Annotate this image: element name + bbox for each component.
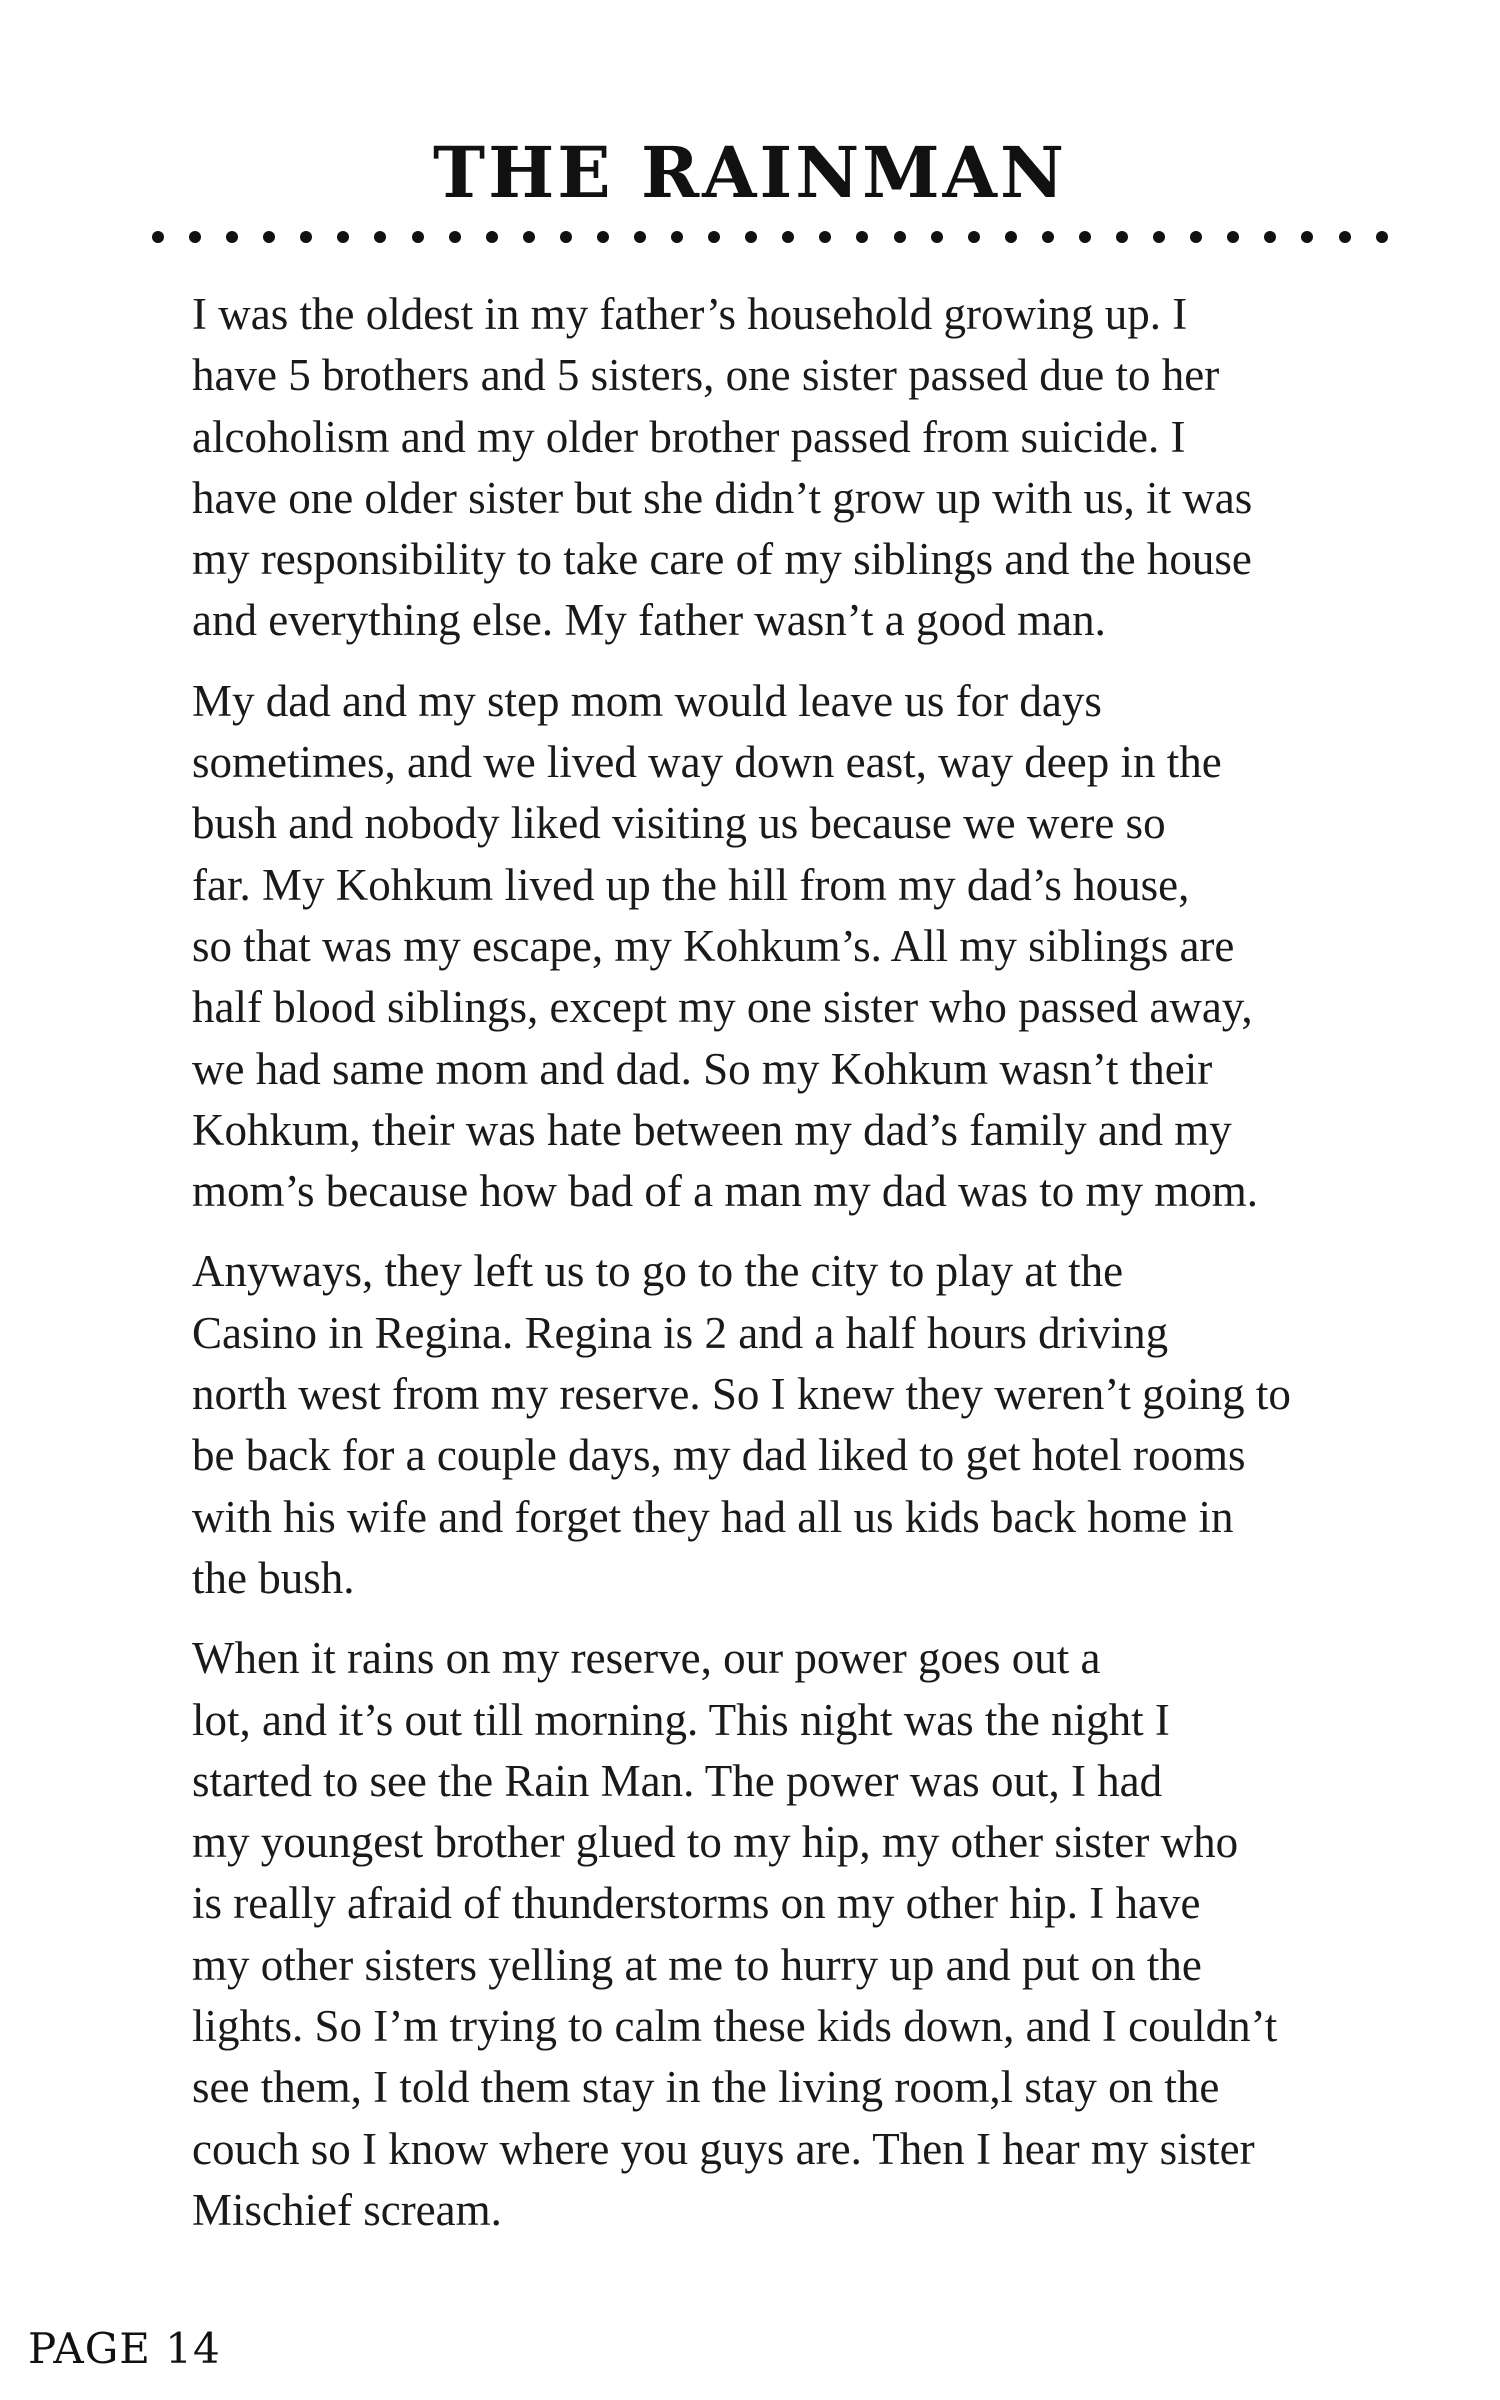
text-line: have one older sister but she didn’t grow up with us, it was <box>192 472 1253 523</box>
text-line: lot, and it’s out till morning. This night was the night I <box>192 1694 1170 1745</box>
divider-dot <box>1264 231 1276 243</box>
divider-dot <box>226 231 238 243</box>
divider-dot <box>745 231 757 243</box>
paragraph-1 <box>152 284 1402 652</box>
dotted-divider <box>152 222 1388 252</box>
text-line: is really afraid of thunderstorms on my other hip. I have <box>192 1878 1201 1929</box>
chapter-title: THE RAINMAN <box>433 131 1067 214</box>
divider-dot <box>374 231 386 243</box>
paragraph-4 <box>152 1628 1402 2241</box>
divider-dot <box>337 231 349 243</box>
divider-dot <box>1153 231 1165 243</box>
text-line: Anyways, they left us to go to the city to play at the <box>192 1246 1124 1297</box>
divider-dot <box>782 231 794 243</box>
divider-dot <box>856 231 868 243</box>
divider-dot <box>523 231 535 243</box>
text-line: be back for a couple days, my dad liked to get hotel rooms <box>192 1430 1246 1481</box>
text-line: When it rains on my reserve, our power goes out a <box>192 1633 1101 1684</box>
text-line: my other sisters yelling at me to hurry up and put on the <box>192 1939 1202 1990</box>
text-line: we had same mom and dad. So my Kohkum wasn’t their <box>192 1043 1213 1094</box>
page-number: PAGE 14 <box>28 2324 221 2373</box>
divider-dot <box>1301 231 1313 243</box>
text-line: started to see the Rain Man. The power was out, I had <box>192 1755 1163 1806</box>
story-body <box>152 284 1402 2260</box>
divider-dot <box>189 231 201 243</box>
divider-dot <box>634 231 646 243</box>
text-line: have 5 brothers and 5 sisters, one sister passed due to her <box>192 350 1220 401</box>
text-line: mom’s because how bad of a man my dad was to my mom. <box>192 1166 1259 1217</box>
divider-dot <box>931 231 943 243</box>
text-line: the bush. <box>192 1552 355 1603</box>
text-line: sometimes, and we lived way down east, way deep in the <box>192 737 1222 788</box>
divider-dot <box>152 231 164 243</box>
text-line: with his wife and forget they had all us kids back home in <box>192 1491 1234 1542</box>
text-line: bush and nobody liked visiting us because we were so <box>192 798 1166 849</box>
divider-dot <box>671 231 683 243</box>
divider-dot <box>1042 231 1054 243</box>
divider-dot <box>1005 231 1017 243</box>
text-line: alcoholism and my older brother passed from suicide. I <box>192 411 1186 462</box>
text-line: far. My Kohkum lived up the hill from my dad’s house, <box>192 859 1190 910</box>
text-line: my responsibility to take care of my siblings and the house <box>192 534 1252 585</box>
text-line: so that was my escape, my Kohkum’s. All my siblings are <box>192 920 1235 971</box>
text-line: I was the oldest in my father’s household growing up. I <box>192 289 1188 339</box>
text-line: My dad and my step mom would leave us for days <box>192 675 1102 726</box>
divider-dot <box>597 231 609 243</box>
divider-dot <box>1339 231 1351 243</box>
divider-dot <box>1227 231 1239 243</box>
divider-dot <box>1376 231 1388 243</box>
divider-dot <box>1116 231 1128 243</box>
text-line: north west from my reserve. So I knew they weren’t going to <box>192 1369 1291 1420</box>
text-line: couch so I know where you guys are. Then I hear my sister <box>192 2123 1255 2174</box>
text-line: half blood siblings, except my one sister who passed away, <box>192 982 1253 1033</box>
paragraph-3 <box>152 1241 1402 1609</box>
text-line: Casino in Regina. Regina is 2 and a half hours driving <box>192 1307 1169 1358</box>
divider-dot <box>1190 231 1202 243</box>
divider-dot <box>968 231 980 243</box>
divider-dot <box>300 231 312 243</box>
divider-dot <box>894 231 906 243</box>
divider-dot <box>412 231 424 243</box>
text-line: lights. So I’m trying to calm these kids down, and I couldn’t <box>192 2001 1278 2052</box>
divider-dot <box>819 231 831 243</box>
text-line: my youngest brother glued to my hip, my other sister who <box>192 1817 1239 1868</box>
divider-dot <box>486 231 498 243</box>
divider-dot <box>1079 231 1091 243</box>
text-line: see them, I told them stay in the living room,l stay on the <box>192 2062 1220 2113</box>
text-line: Kohkum, their was hate between my dad’s family and my <box>192 1104 1232 1155</box>
divider-dot <box>560 231 572 243</box>
divider-dot <box>708 231 720 243</box>
text-line: and everything else. My father wasn’t a good man. <box>192 595 1106 646</box>
divider-dot <box>263 231 275 243</box>
text-line: Mischief scream. <box>192 2184 502 2235</box>
paragraph-2 <box>152 671 1402 1223</box>
divider-dot <box>449 231 461 243</box>
